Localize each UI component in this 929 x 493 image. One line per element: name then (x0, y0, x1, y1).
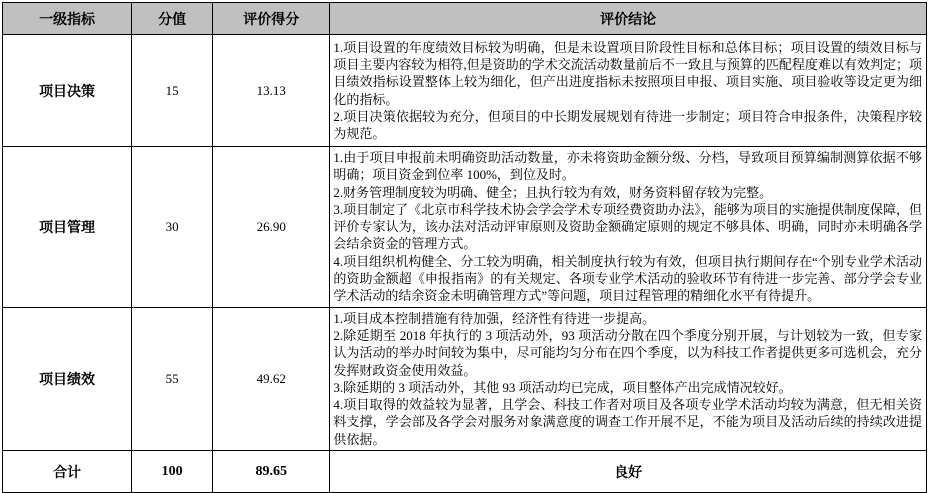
header-score-value: 分值 (132, 3, 213, 35)
conclusion-paragraph: 1.项目成本控制措施有待加强，经济性有待进一步提高。 (333, 310, 656, 326)
conclusion-text (330, 307, 927, 450)
table-row-project-decision (3, 35, 927, 147)
total-label: 合计 (3, 451, 132, 493)
evaluation-score: 13.13 (213, 35, 330, 147)
score-value: 30 (132, 147, 213, 308)
indicator-label: 项目管理 (3, 147, 132, 308)
conclusion-text (330, 35, 927, 147)
evaluation-score: 26.90 (213, 147, 330, 308)
evaluation-score: 49.62 (213, 307, 330, 450)
header-indicator: 一级指标 (3, 3, 132, 35)
conclusion-paragraph: 2.除延期至 2018 年执行的 3 项活动外，93 项活动分散在四个季度分别开展，与计划较为一致，但专家认为活动的举办时间较为集中，尽可能均匀分布在四个季度，以为科技工作者提供更多可选机会，充分发挥财政资金使用效益。 (333, 327, 922, 378)
conclusion-paragraph: 3.除延期的 3 项活动外，其他 93 项活动均已完成，项目整体产出完成情况较好。 (333, 379, 792, 395)
indicator-label: 项目绩效 (3, 307, 132, 450)
total-score-value: 100 (132, 451, 213, 493)
header-conclusion: 评价结论 (330, 3, 927, 35)
indicator-label: 项目决策 (3, 35, 132, 147)
conclusion-text (330, 147, 927, 308)
evaluation-table (2, 2, 927, 493)
conclusion-paragraph: 1.项目设置的年度绩效目标较为明确，但是未设置项目阶段性目标和总体目标；项目设置的绩效目标与项目主要内容较为相符,但是资助的学术交流活动数量前后不一致且与预算的匹配程度难以有效判定；项目绩效指标设置整体上较为细化，但产出进度指标未按照项目申报、项目实施、项目验收等设定更为细化的指标。 (333, 39, 922, 107)
table-row-total (3, 451, 927, 493)
table-header-row (3, 3, 927, 35)
conclusion-paragraph: 4.项目组织机构健全、分工较为明确，相关制度执行较为有效，但项目执行期间存在“个别专业学术活动的资助金额超《申报指南》的有关规定、各项专业学术活动的验收环节有待进一步完善、部分学会专业学术活动的结余资金未明确管理方式”等问题，项目过程管理的精细化水平有待提升。 (333, 253, 922, 304)
table-row-project-performance (3, 307, 927, 450)
header-evaluation-score: 评价得分 (213, 3, 330, 35)
table-row-project-management (3, 147, 927, 308)
conclusion-paragraph: 3.项目制定了《北京市科学技术协会学会学术专项经费资助办法》，能够为项目的实施提供制度保障，但评价专家认为，该办法对活动评审原则及资助金额确定原则的规定不够具体、明确，同时亦未明确各学会结余资金的管理方式。 (333, 201, 922, 252)
conclusion-paragraph: 1.由于项目申报前未明确资助活动数量，亦未将资助金额分级、分档，导致项目预算编制测算依据不够明确；项目资金到位率 100%，到位及时。 (333, 150, 922, 183)
conclusion-paragraph: 4.项目取得的效益较为显著，且学会、科技工作者对项目及各项专业学术活动均较为满意，但无相关资料支撑，学会部及各学会对服务对象满意度的调查工作开展不足，不能为项目及活动后续的持续改进提供依据。 (333, 397, 922, 447)
conclusion-paragraph: 2.财务管理制度较为明确、健全；且执行较为有效，财务资料留存较为完整。 (333, 184, 773, 200)
score-value: 55 (132, 307, 213, 450)
conclusion-paragraph: 2.项目决策依据较为充分，但项目的中长期发展规划有待进一步制定；项目符合申报条件，决策程序较为规范。 (333, 108, 922, 142)
total-evaluation-score: 89.65 (213, 451, 330, 493)
score-value: 15 (132, 35, 213, 147)
total-conclusion: 良好 (330, 451, 927, 493)
